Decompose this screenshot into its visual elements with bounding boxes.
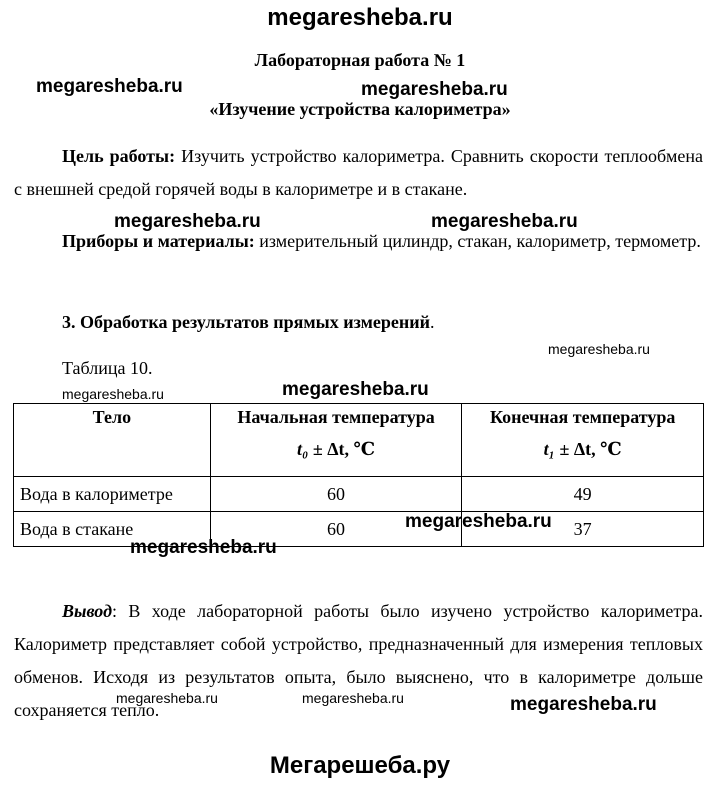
header-final-rest: ± Δt, ℃ bbox=[554, 439, 622, 459]
conclusion-label: Вывод bbox=[62, 601, 112, 621]
header-initial-formula bbox=[211, 439, 462, 460]
section3-heading-end: . bbox=[429, 312, 435, 332]
row-name: Вода в стакане bbox=[14, 512, 211, 547]
header-watermark: megaresheba.ru bbox=[267, 4, 453, 31]
lab-title: Лабораторная работа № 1 bbox=[254, 50, 466, 70]
watermark: megaresheba.ru bbox=[405, 511, 552, 532]
row-final-value: 37 bbox=[462, 512, 704, 547]
equipment-text: измерительный цилиндр, стакан, калориметр, термометр. bbox=[259, 231, 701, 251]
section3-heading-text: 3. Обработка результатов прямых измерений bbox=[62, 312, 430, 332]
goal-label: Цель работы: bbox=[62, 146, 176, 166]
table-row bbox=[14, 477, 704, 512]
watermark: megaresheba.ru bbox=[510, 694, 657, 715]
watermark: megaresheba.ru bbox=[548, 341, 650, 357]
header-final-temp bbox=[462, 404, 704, 477]
equipment-label: Приборы и материалы: bbox=[62, 231, 255, 251]
header-final-label: Конечная температура bbox=[489, 407, 676, 427]
header-initial-rest: ± Δt, ℃ bbox=[308, 439, 376, 459]
footer-brand: Мегарешеба.ру bbox=[269, 752, 451, 779]
header-initial-label: Начальная температура bbox=[237, 407, 435, 427]
goal-text: Изучить устройство калориметра. Сравнить скорости теплообмена с внешней средой горячей воды в калориметре и в стакане. bbox=[14, 146, 703, 199]
watermark: megaresheba.ru bbox=[130, 537, 277, 558]
table-header-row bbox=[14, 404, 704, 477]
watermark: megaresheba.ru bbox=[114, 211, 261, 232]
watermark: megaresheba.ru bbox=[361, 79, 508, 100]
header-body-label: Тело bbox=[92, 407, 132, 427]
goal-paragraph bbox=[14, 140, 703, 206]
watermark: megaresheba.ru bbox=[302, 690, 404, 706]
measurements-table bbox=[13, 403, 704, 547]
header-initial-temp bbox=[210, 404, 462, 477]
watermark: megaresheba.ru bbox=[62, 386, 164, 402]
table-caption: Таблица 10. bbox=[62, 358, 153, 378]
watermark: megaresheba.ru bbox=[282, 379, 429, 400]
watermark: megaresheba.ru bbox=[116, 690, 218, 706]
row-initial-value: 60 bbox=[210, 477, 462, 512]
row-final-value: 49 bbox=[462, 477, 704, 512]
header-body bbox=[14, 404, 211, 477]
section3-heading bbox=[62, 312, 434, 333]
header-final-var: t₁ bbox=[543, 439, 555, 459]
row-initial-value: 60 bbox=[210, 512, 462, 547]
header-final-formula bbox=[462, 439, 703, 460]
watermark: megaresheba.ru bbox=[36, 76, 183, 97]
watermark: megaresheba.ru bbox=[431, 211, 578, 232]
table-row bbox=[14, 512, 704, 547]
header-initial-var: t₀ bbox=[297, 439, 309, 459]
conclusion-text: : В ходе лабораторной работы было изучено устройство калориметра. Калориметр представляет собой устройство, предназначенный для измерения тепловых обменов. Исходя из результатов опыта, было выяснено, что в калориметре дольше сохраняется тепло. bbox=[14, 601, 703, 720]
lab-subtitle: «Изучение устройства калориметра» bbox=[209, 99, 511, 119]
row-name: Вода в калориметре bbox=[14, 477, 211, 512]
